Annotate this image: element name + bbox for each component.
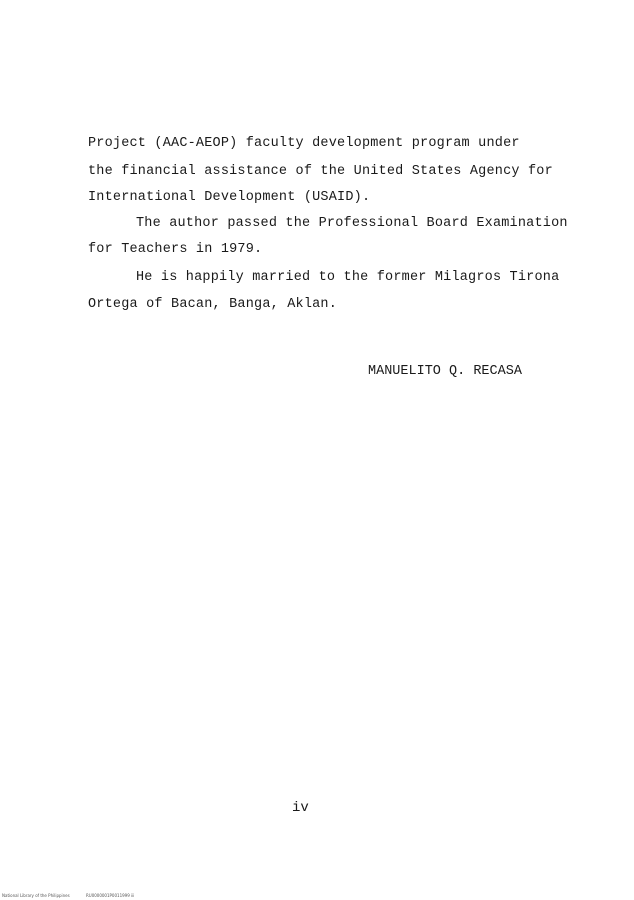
text-line-1: Project (AAC-AEOP) faculty development program under	[88, 136, 520, 151]
text-line-3: International Development (USAID).	[88, 190, 371, 205]
page-number: iv	[292, 800, 309, 816]
text-line-4: The author passed the Professional Board Examination	[136, 216, 568, 231]
text-line-2: the financial assistance of the United States Agency for	[88, 164, 553, 179]
footer-library-label: National Library of the Philippines	[2, 893, 70, 898]
text-line-5: for Teachers in 1979.	[88, 242, 263, 257]
author-signature: MANUELITO Q. RECASA	[368, 364, 522, 379]
footer-record-id: RU0000001P0011999 iii	[86, 893, 135, 898]
text-line-7: Ortega of Bacan, Banga, Aklan.	[88, 297, 338, 312]
text-line-6: He is happily married to the former Milagros Tirona	[136, 270, 560, 285]
